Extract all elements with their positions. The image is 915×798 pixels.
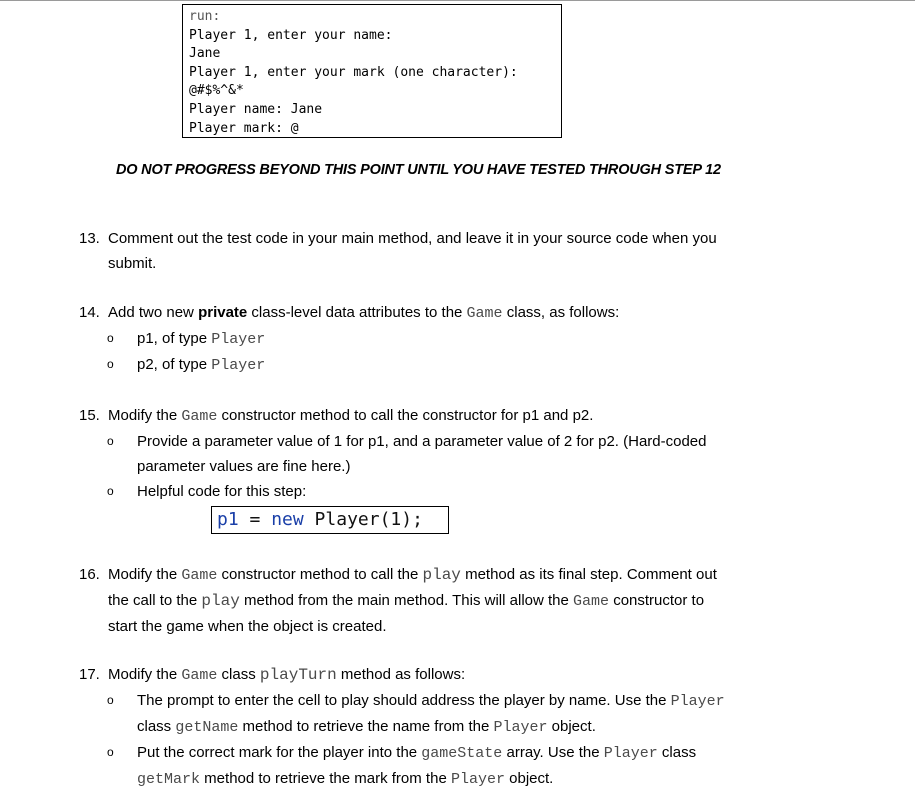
console-line: @#$%^&* (189, 83, 244, 99)
code-player: Player (603, 745, 658, 762)
item-text: method to retrieve the mark from the (200, 770, 451, 787)
step-text: start the game when the object is created. (108, 618, 387, 635)
step-text: constructor to (609, 592, 705, 609)
step-number: 15. (79, 407, 100, 424)
list-item-continued (107, 714, 807, 740)
step-text: Modify the (108, 566, 182, 583)
step-text: Modify the (108, 407, 182, 424)
bullet-icon: o (107, 484, 114, 498)
step-number: 17. (79, 666, 100, 683)
list-item-continued (107, 766, 807, 792)
bullet-icon: o (107, 745, 114, 759)
console-line: Player mark: @ (189, 120, 299, 136)
step-text: Add two new (108, 304, 199, 321)
step-text: constructor method to call the constructor for p1 and p2. (217, 407, 594, 424)
step-15-list (107, 429, 807, 504)
step-text: class, as follows: (502, 304, 620, 321)
code-player: Player (493, 719, 548, 736)
step-text: Modify the (108, 666, 182, 683)
step-14-list (107, 326, 807, 378)
console-line: Player name: Jane (189, 101, 323, 117)
code-getname: getName (175, 719, 239, 736)
step-number: 13. (79, 230, 100, 247)
code-game: Game (181, 567, 218, 584)
list-item (107, 688, 807, 714)
code-gamestate: gameState (421, 745, 503, 762)
item-text: Put the correct mark for the player into the (137, 744, 422, 761)
code-game: Game (181, 667, 218, 684)
item-text: array. Use the (502, 744, 604, 761)
code-rest: Player(1); (303, 509, 423, 530)
list-item (107, 429, 807, 454)
console-output (182, 4, 562, 138)
code-op: = (238, 509, 272, 530)
bullet-icon: o (107, 357, 114, 371)
console-line: run: (189, 9, 221, 24)
code-game: Game (573, 593, 610, 610)
step-text: method as follows: (336, 666, 466, 683)
step-text: submit. (108, 255, 157, 272)
code-player: Player (670, 693, 725, 710)
item-text: p1, of type (137, 330, 212, 347)
item-text: class (657, 744, 697, 761)
step-17-list (107, 688, 807, 792)
step-13 (79, 226, 819, 276)
list-item (107, 326, 807, 352)
code-play: play (201, 592, 240, 610)
step-14 (79, 300, 819, 326)
item-text: class (137, 718, 176, 735)
item-text: parameter values are fine here.) (137, 458, 351, 475)
bullet-icon: o (107, 434, 114, 448)
top-divider (0, 0, 915, 1)
code-player: Player (211, 331, 266, 348)
console-line: Jane (189, 46, 221, 62)
code-game: Game (181, 408, 218, 425)
step-number: 14. (79, 304, 100, 321)
step-15 (79, 403, 819, 429)
step-text: class (217, 666, 260, 683)
code-player: Player (450, 771, 505, 788)
list-item-continued (107, 454, 807, 479)
step-text: constructor method to call the (217, 566, 423, 583)
list-item (107, 479, 807, 504)
step-number: 16. (79, 566, 100, 583)
item-text: Helpful code for this step: (137, 483, 307, 500)
bullet-icon: o (107, 331, 114, 345)
list-item (107, 352, 807, 378)
step-16 (79, 562, 819, 639)
warning-notice: DO NOT PROGRESS BEYOND THIS POINT UNTIL YOU HAVE TESTED THROUGH STEP 12 (116, 162, 721, 178)
console-line: Player 1, enter your name: (189, 27, 393, 43)
code-getmark: getMark (137, 771, 201, 788)
bullet-icon: o (107, 693, 114, 707)
code-var: p1 (217, 509, 239, 530)
console-line: Player 1, enter your mark (one character): (189, 64, 518, 80)
item-text: Provide a parameter value of 1 for p1, and a parameter value of 2 for p2. (Hard-coded (137, 433, 707, 450)
code-keyword: new (271, 509, 304, 530)
code-player: Player (211, 357, 266, 374)
keyword-private: private (198, 304, 248, 321)
step-text: method as its final step. Comment out (460, 566, 717, 583)
step-17 (79, 662, 819, 688)
code-play: play (422, 566, 461, 584)
item-text: p2, of type (137, 356, 212, 373)
item-text: The prompt to enter the cell to play should address the player by name. Use the (137, 692, 671, 709)
code-playturn: playTurn (259, 666, 337, 684)
step-text: class-level data attributes to the (247, 304, 467, 321)
item-text: object. (504, 770, 554, 787)
code-game: Game (466, 305, 503, 322)
item-text: method to retrieve the name from the (238, 718, 494, 735)
step-text: the call to the (108, 592, 202, 609)
step-text: method from the main method. This will allow the (239, 592, 574, 609)
code-snippet (211, 506, 449, 534)
step-text: Comment out the test code in your main method, and leave it in your source code when you (108, 230, 717, 247)
item-text: object. (547, 718, 596, 735)
list-item (107, 740, 807, 766)
